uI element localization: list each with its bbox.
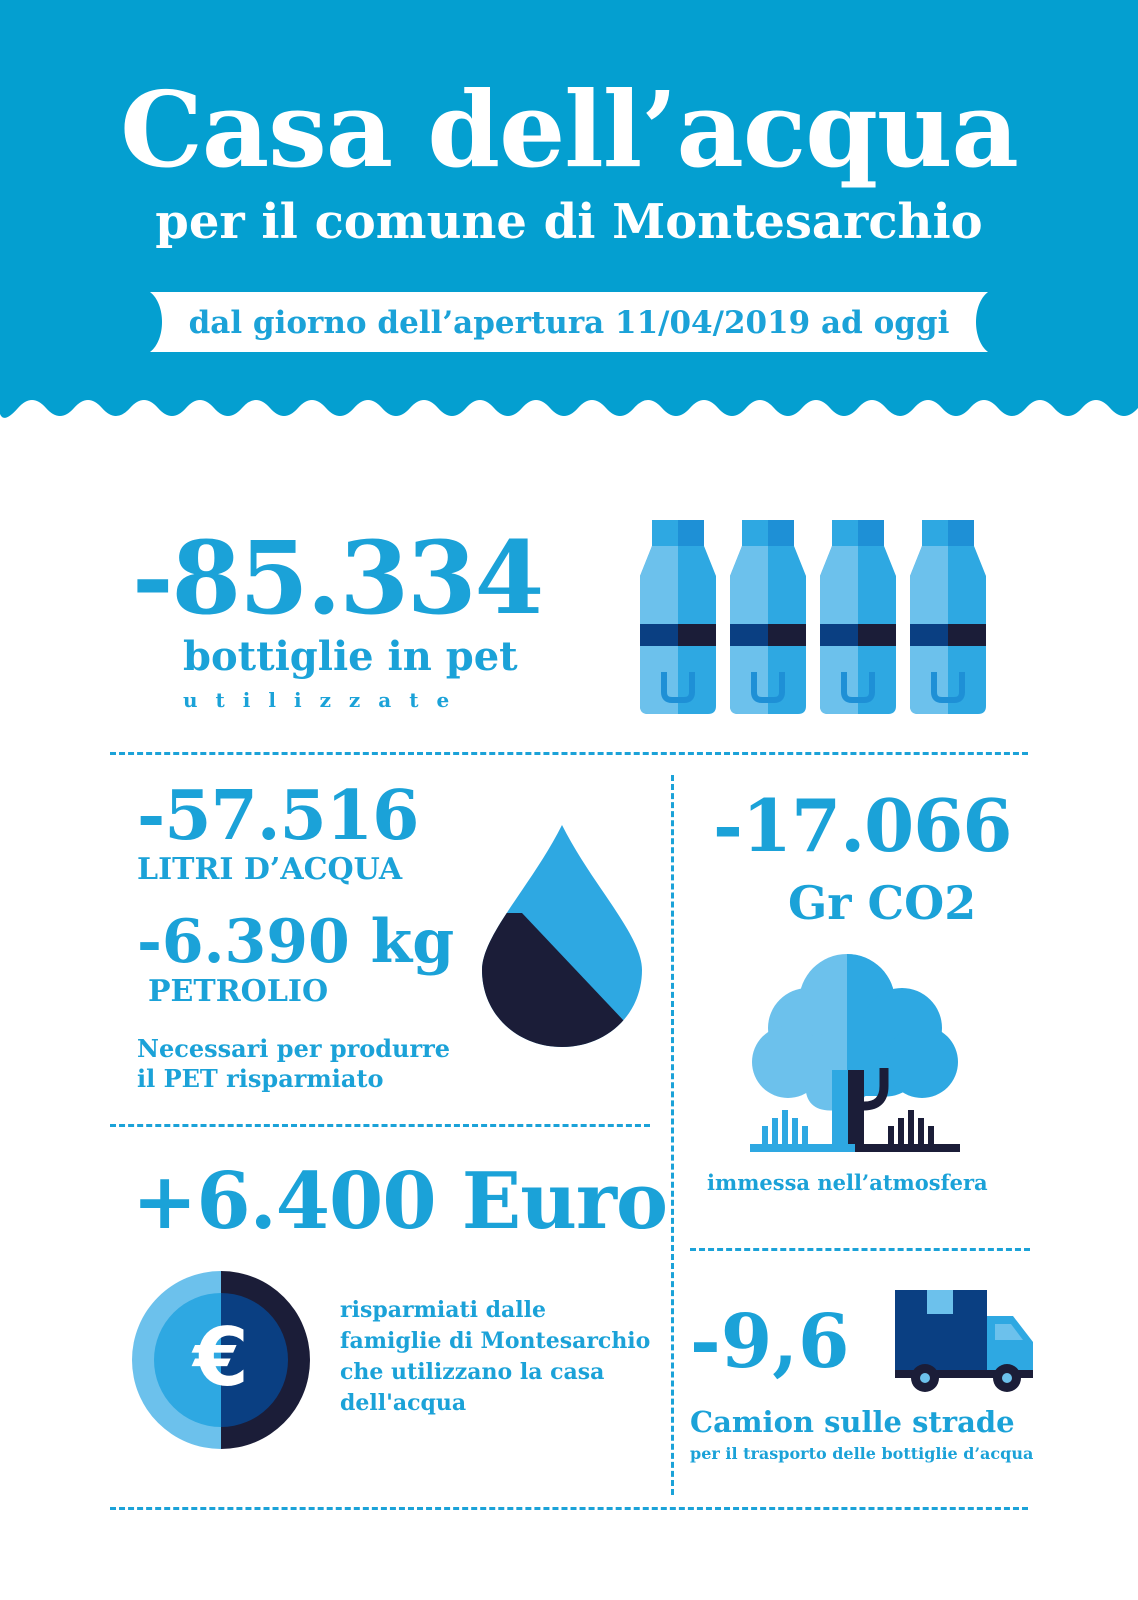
co2-value: -17.066 [713, 783, 1012, 868]
bottles-label: bottiglie in pet [183, 633, 518, 680]
co2-label: Gr CO2 [788, 876, 977, 930]
pet-note-line: il PET risparmiato [137, 1064, 384, 1093]
trucks-value: -9,6 [690, 1299, 850, 1385]
tree-icon [750, 950, 960, 1155]
date-banner-text: dal giorno dell’apertura 11/04/2019 ad oggi [188, 305, 950, 341]
bottle-icon [820, 520, 896, 714]
water-drop-icon [482, 825, 642, 1050]
svg-text:€: € [193, 1311, 249, 1404]
bottles-illustration [640, 520, 1000, 716]
divider [690, 1248, 1030, 1251]
divider [110, 752, 1028, 755]
bottles-value: -85.334 [132, 519, 543, 637]
bottle-icon [640, 520, 716, 714]
euro-coin-icon [132, 1271, 310, 1449]
euro-note-line: che utilizzano la casa [340, 1359, 605, 1385]
bottle-icon [730, 520, 806, 714]
water-value: -57.516 [137, 776, 419, 856]
euro-note-line: dell'acqua [340, 1390, 467, 1416]
euro-note [340, 1295, 650, 1419]
truck-icon [895, 1290, 1035, 1394]
water-label: LITRI D’ACQUA [137, 852, 403, 887]
co2-note: immessa nell’atmosfera [707, 1170, 988, 1195]
oil-label: PETROLIO [148, 974, 329, 1009]
oil-value: -6.390 kg [137, 907, 455, 977]
trucks-sublabel: per il trasporto delle bottiglie d’acqua [690, 1444, 1034, 1463]
bottles-sublabel: utilizzate [183, 688, 468, 712]
euro-note-line: famiglie di Montesarchio [340, 1328, 651, 1354]
divider [671, 775, 674, 1495]
pet-note-line: Necessari per produrre [137, 1034, 451, 1063]
euro-note-line: risparmiati dalle [340, 1297, 546, 1323]
pet-note [137, 1034, 450, 1094]
trucks-label: Camion sulle strade [690, 1405, 1015, 1439]
divider [110, 1124, 650, 1127]
page-subtitle: per il comune di Montesarchio [155, 194, 983, 250]
page-title: Casa dell’acqua [120, 68, 1018, 191]
divider [110, 1507, 1028, 1510]
euro-value: +6.400 Euro [132, 1156, 668, 1247]
bottle-icon [910, 520, 986, 714]
